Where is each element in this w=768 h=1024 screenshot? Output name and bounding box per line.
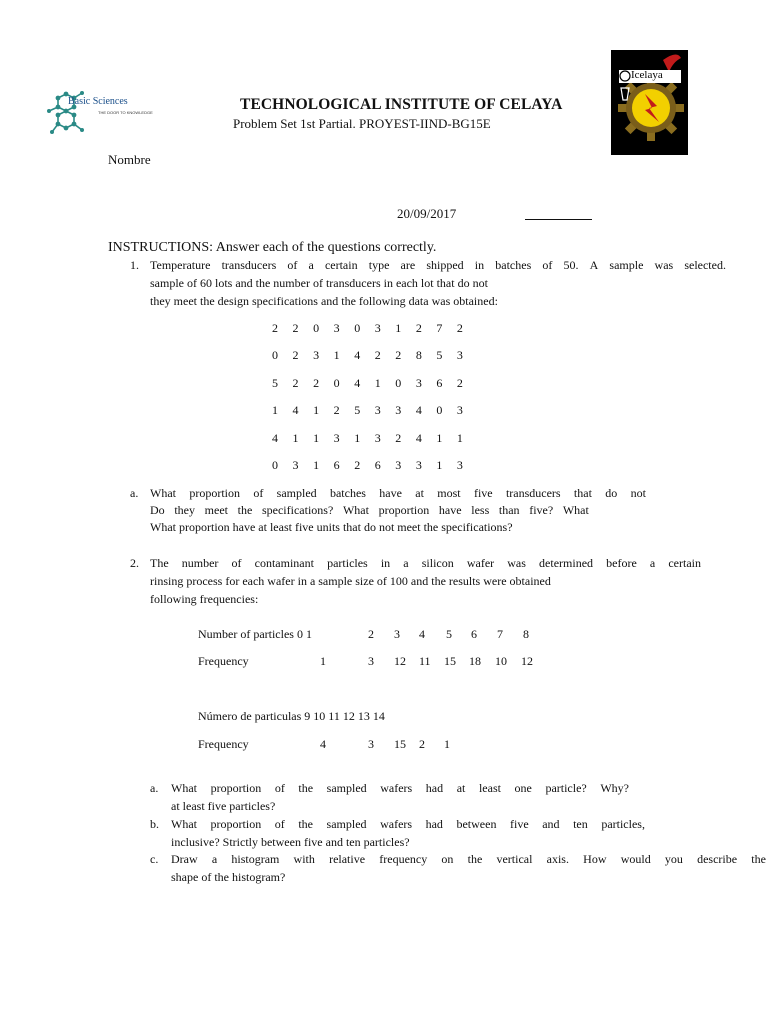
word: histogram <box>231 852 280 866</box>
word: meet <box>204 503 228 517</box>
word: of <box>542 258 553 272</box>
data-grid-cell: 3 <box>333 321 340 335</box>
word: in <box>474 258 485 272</box>
q1-line3: they meet the design specifications and the following data was obtained: <box>150 294 498 308</box>
data-grid-cell: 5 <box>436 348 443 362</box>
word: and <box>542 817 560 831</box>
table-cell: 2 <box>419 737 425 751</box>
word: relative <box>329 852 366 866</box>
table-cell: 1 <box>444 737 450 751</box>
word: wafers <box>380 781 413 795</box>
word: wafers <box>380 817 413 831</box>
table-cell: 12 <box>521 654 533 668</box>
data-grid-cell: 2 <box>313 376 320 390</box>
data-grid-cell: 3 <box>415 376 422 390</box>
logo-left-tagline: THE DOOR TO KNOWLEDGE <box>98 110 153 115</box>
table-cell: 8 <box>523 627 529 641</box>
word: certain <box>324 258 358 272</box>
logo-left-text: Basic Sciences <box>68 96 128 107</box>
data-grid-cell: 2 <box>292 321 299 335</box>
word: had <box>425 781 444 795</box>
data-grid-cell: 3 <box>313 348 320 362</box>
word: What <box>171 817 197 831</box>
q2a-line2: at least five particles? <box>171 799 276 813</box>
data-grid-cell: 0 <box>333 376 340 390</box>
data-grid-cell: 2 <box>415 321 422 335</box>
q1-number: 1. <box>130 258 139 272</box>
q1a-label: a. <box>130 486 139 500</box>
word: axis. <box>546 852 569 866</box>
word: had <box>425 817 443 831</box>
word: proportion <box>210 817 262 831</box>
data-grid-cell: 1 <box>374 376 381 390</box>
data-grid-cell: 3 <box>374 321 381 335</box>
word: transducers <box>221 258 277 272</box>
word: least <box>478 781 501 795</box>
word: transducers <box>505 486 561 500</box>
word: on <box>441 852 454 866</box>
word: particles <box>327 556 368 570</box>
table-cell: 15 <box>444 654 456 668</box>
table-cell: 4 <box>419 627 425 641</box>
q1-line1 <box>150 258 726 273</box>
data-grid-cell: 0 <box>354 321 361 335</box>
q1a-line1 <box>150 486 646 501</box>
word: proportion <box>210 781 262 795</box>
data-grid-cell: 2 <box>354 458 361 472</box>
q2a-line1 <box>171 781 629 796</box>
word: describe <box>697 852 738 866</box>
word: not <box>630 486 646 500</box>
data-grid-cell: 1 <box>333 348 340 362</box>
word: determined <box>539 556 594 570</box>
word: five? <box>529 503 554 517</box>
table-cell: 10 <box>495 654 507 668</box>
word: are <box>400 258 416 272</box>
table1-freq-label: Frequency <box>198 654 249 668</box>
q2b-label: b. <box>150 817 159 831</box>
data-grid-cell: 2 <box>456 321 463 335</box>
data-grid-cell: 1 <box>313 431 320 445</box>
word: selected. <box>684 258 726 272</box>
word: less <box>471 503 490 517</box>
word: at <box>415 486 424 500</box>
q1-line2: sample of 60 lots and the number of transducers in each lot that do not <box>150 276 488 290</box>
table1-particles-label: Number of particles 0 1 <box>198 627 312 641</box>
data-grid-cell: 3 <box>374 403 381 417</box>
data-grid-row <box>270 403 465 418</box>
data-grid-row <box>270 458 465 473</box>
word: at <box>456 781 466 795</box>
word: in <box>380 556 391 570</box>
data-grid-cell: 4 <box>354 376 361 390</box>
data-grid-cell: 1 <box>436 458 443 472</box>
data-grid-cell: 2 <box>456 376 463 390</box>
data-grid-cell: 7 <box>436 321 443 335</box>
data-grid-cell: 4 <box>292 403 299 417</box>
word: number <box>181 556 219 570</box>
word: batches <box>495 258 532 272</box>
data-grid-cell: 6 <box>333 458 340 472</box>
data-grid-cell: 2 <box>374 348 381 362</box>
data-grid-cell: 1 <box>395 321 402 335</box>
table-cell: 1 <box>320 654 326 668</box>
data-grid-cell: 3 <box>456 348 463 362</box>
data-grid-cell: 3 <box>374 431 381 445</box>
word: a <box>211 852 218 866</box>
word: The <box>150 556 169 570</box>
word: How <box>583 852 607 866</box>
data-grid-cell: 1 <box>354 431 361 445</box>
word: What <box>342 503 369 517</box>
word: of <box>274 817 285 831</box>
table-cell: 18 <box>469 654 481 668</box>
word: most <box>437 486 461 500</box>
word: the <box>298 781 314 795</box>
q2-line1 <box>150 556 701 571</box>
table-cell: 5 <box>446 627 452 641</box>
word: particles, <box>601 817 645 831</box>
table-cell: 3 <box>368 654 374 668</box>
table-cell: 11 <box>419 654 431 668</box>
data-grid-cell: 3 <box>292 458 299 472</box>
data-grid-cell: 3 <box>333 431 340 445</box>
word: that <box>573 486 592 500</box>
word: sampled <box>326 781 367 795</box>
word: proportion <box>378 503 430 517</box>
word: type <box>368 258 390 272</box>
data-grid-cell: 4 <box>415 431 422 445</box>
word: Draw <box>171 852 198 866</box>
word: wafer <box>466 556 495 570</box>
word: a <box>308 258 314 272</box>
table-cell: 3 <box>394 627 400 641</box>
word: between <box>456 817 497 831</box>
word: vertical <box>496 852 533 866</box>
basic-sciences-logo <box>44 88 164 138</box>
data-grid-cell: 3 <box>415 458 422 472</box>
word: of <box>253 486 264 500</box>
word: they <box>174 503 195 517</box>
word: What <box>562 503 589 517</box>
page-subtitle: Problem Set 1st Partial. PROYEST-IIND-BG15E <box>233 116 491 131</box>
data-grid-cell: 4 <box>272 431 278 445</box>
q1a-line2 <box>150 503 589 518</box>
data-grid-cell: 2 <box>292 348 299 362</box>
data-grid-cell: 3 <box>456 403 463 417</box>
data-grid-cell: 0 <box>272 348 278 362</box>
table-cell: 12 <box>394 654 406 668</box>
instructions: INSTRUCTIONS: Answer each of the questions correctly. <box>108 240 437 255</box>
word: shipped <box>426 258 464 272</box>
data-grid-cell: 0 <box>272 458 278 472</box>
q2a-label: a. <box>150 781 159 795</box>
table-cell: 6 <box>471 627 477 641</box>
nombre-label: Nombre <box>108 152 151 167</box>
table2-freq-label: Frequency <box>198 737 249 751</box>
table-cell: 7 <box>497 627 503 641</box>
data-grid-cell: 4 <box>354 348 361 362</box>
word: frequency <box>379 852 428 866</box>
word: certain <box>668 556 701 570</box>
word: the <box>467 852 483 866</box>
q2c-line2: shape of the histogram? <box>171 870 286 884</box>
data-grid-cell: 5 <box>272 376 278 390</box>
word: particle? <box>545 781 587 795</box>
word: the <box>751 852 766 866</box>
date-text: 20/09/2017 <box>397 206 457 221</box>
page-title: TECHNOLOGICAL INSTITUTE OF CELAYA <box>240 96 563 113</box>
word: sampled <box>276 486 317 500</box>
data-grid-cell: 4 <box>415 403 422 417</box>
data-grid-cell: 1 <box>272 403 278 417</box>
logo-right-text: Icelaya <box>631 69 663 81</box>
word: do <box>605 486 618 500</box>
table-cell: 15 <box>394 737 406 751</box>
word: would <box>620 852 651 866</box>
word: A <box>589 258 599 272</box>
signature-line <box>525 219 592 220</box>
word: five <box>510 817 529 831</box>
q2c-line1 <box>171 852 766 867</box>
word: one <box>514 781 532 795</box>
word: a <box>403 556 409 570</box>
data-grid-cell: 1 <box>313 403 320 417</box>
word: What <box>150 486 176 500</box>
data-grid-cell: 2 <box>292 376 299 390</box>
data-grid-cell: 6 <box>436 376 443 390</box>
data-grid-cell: 8 <box>415 348 422 362</box>
word: of <box>274 781 285 795</box>
word: the <box>237 503 253 517</box>
word: batches <box>329 486 366 500</box>
word: of <box>231 556 242 570</box>
q1a-line3: What proportion have at least five units that do not meet the specifications? <box>150 520 513 534</box>
q2-number: 2. <box>130 556 139 570</box>
word: the <box>298 817 313 831</box>
celaya-logo <box>611 50 688 155</box>
word: sampled <box>326 817 367 831</box>
table-cell: 3 <box>368 737 374 751</box>
data-grid-cell: 0 <box>313 321 320 335</box>
q2c-label: c. <box>150 852 159 866</box>
data-grid-cell: 3 <box>456 458 463 472</box>
word: contaminant <box>254 556 314 570</box>
data-grid-row <box>270 376 465 391</box>
word: 50. <box>563 258 579 272</box>
data-grid-cell: 2 <box>395 431 402 445</box>
data-grid-cell: 2 <box>333 403 340 417</box>
data-grid-cell: 0 <box>395 376 402 390</box>
q2b-line2: inclusive? Strictly between five and ten particles? <box>171 835 410 849</box>
gear-emblem-icon <box>611 50 688 155</box>
data-grid-row <box>270 431 465 446</box>
q2-line2: rinsing process for each wafer in a sample size of 100 and the results were obtained <box>150 574 551 588</box>
word: with <box>293 852 315 866</box>
word: before <box>606 556 637 570</box>
data-grid-cell: 1 <box>456 431 463 445</box>
word: proportion <box>189 486 240 500</box>
data-grid-cell: 5 <box>354 403 361 417</box>
data-grid-cell: 2 <box>395 348 402 362</box>
data-grid-row <box>270 348 465 363</box>
word: What <box>171 781 197 795</box>
data-grid-cell: 1 <box>292 431 299 445</box>
word: you <box>664 852 683 866</box>
data-grid-cell: 0 <box>436 403 443 417</box>
q2-line3: following frequencies: <box>150 592 259 606</box>
q2b-line1 <box>171 817 645 832</box>
data-grid-cell: 3 <box>395 458 402 472</box>
word: Why? <box>600 781 629 795</box>
data-grid-cell: 1 <box>313 458 320 472</box>
word: than <box>498 503 520 517</box>
word: Temperature <box>150 258 211 272</box>
word: was <box>507 556 526 570</box>
data-grid-cell: 3 <box>395 403 402 417</box>
word: Do <box>150 503 165 517</box>
data-grid-cell: 1 <box>436 431 443 445</box>
word: sample <box>609 258 644 272</box>
table-cell: 4 <box>320 737 326 751</box>
word: five <box>473 486 493 500</box>
data-grid-cell: 2 <box>272 321 278 335</box>
table2-particles-label: Número de particulas 9 10 11 12 13 14 <box>198 709 385 723</box>
table-cell: 2 <box>368 627 374 641</box>
word: silicon <box>421 556 454 570</box>
word: have <box>438 503 462 517</box>
word: a <box>649 556 656 570</box>
word: specifications? <box>261 503 334 517</box>
word: have <box>379 486 402 500</box>
data-grid-cell: 6 <box>374 458 381 472</box>
word: of <box>287 258 298 272</box>
data-grid-row <box>270 321 465 336</box>
word: ten <box>573 817 588 831</box>
word: was <box>654 258 674 272</box>
